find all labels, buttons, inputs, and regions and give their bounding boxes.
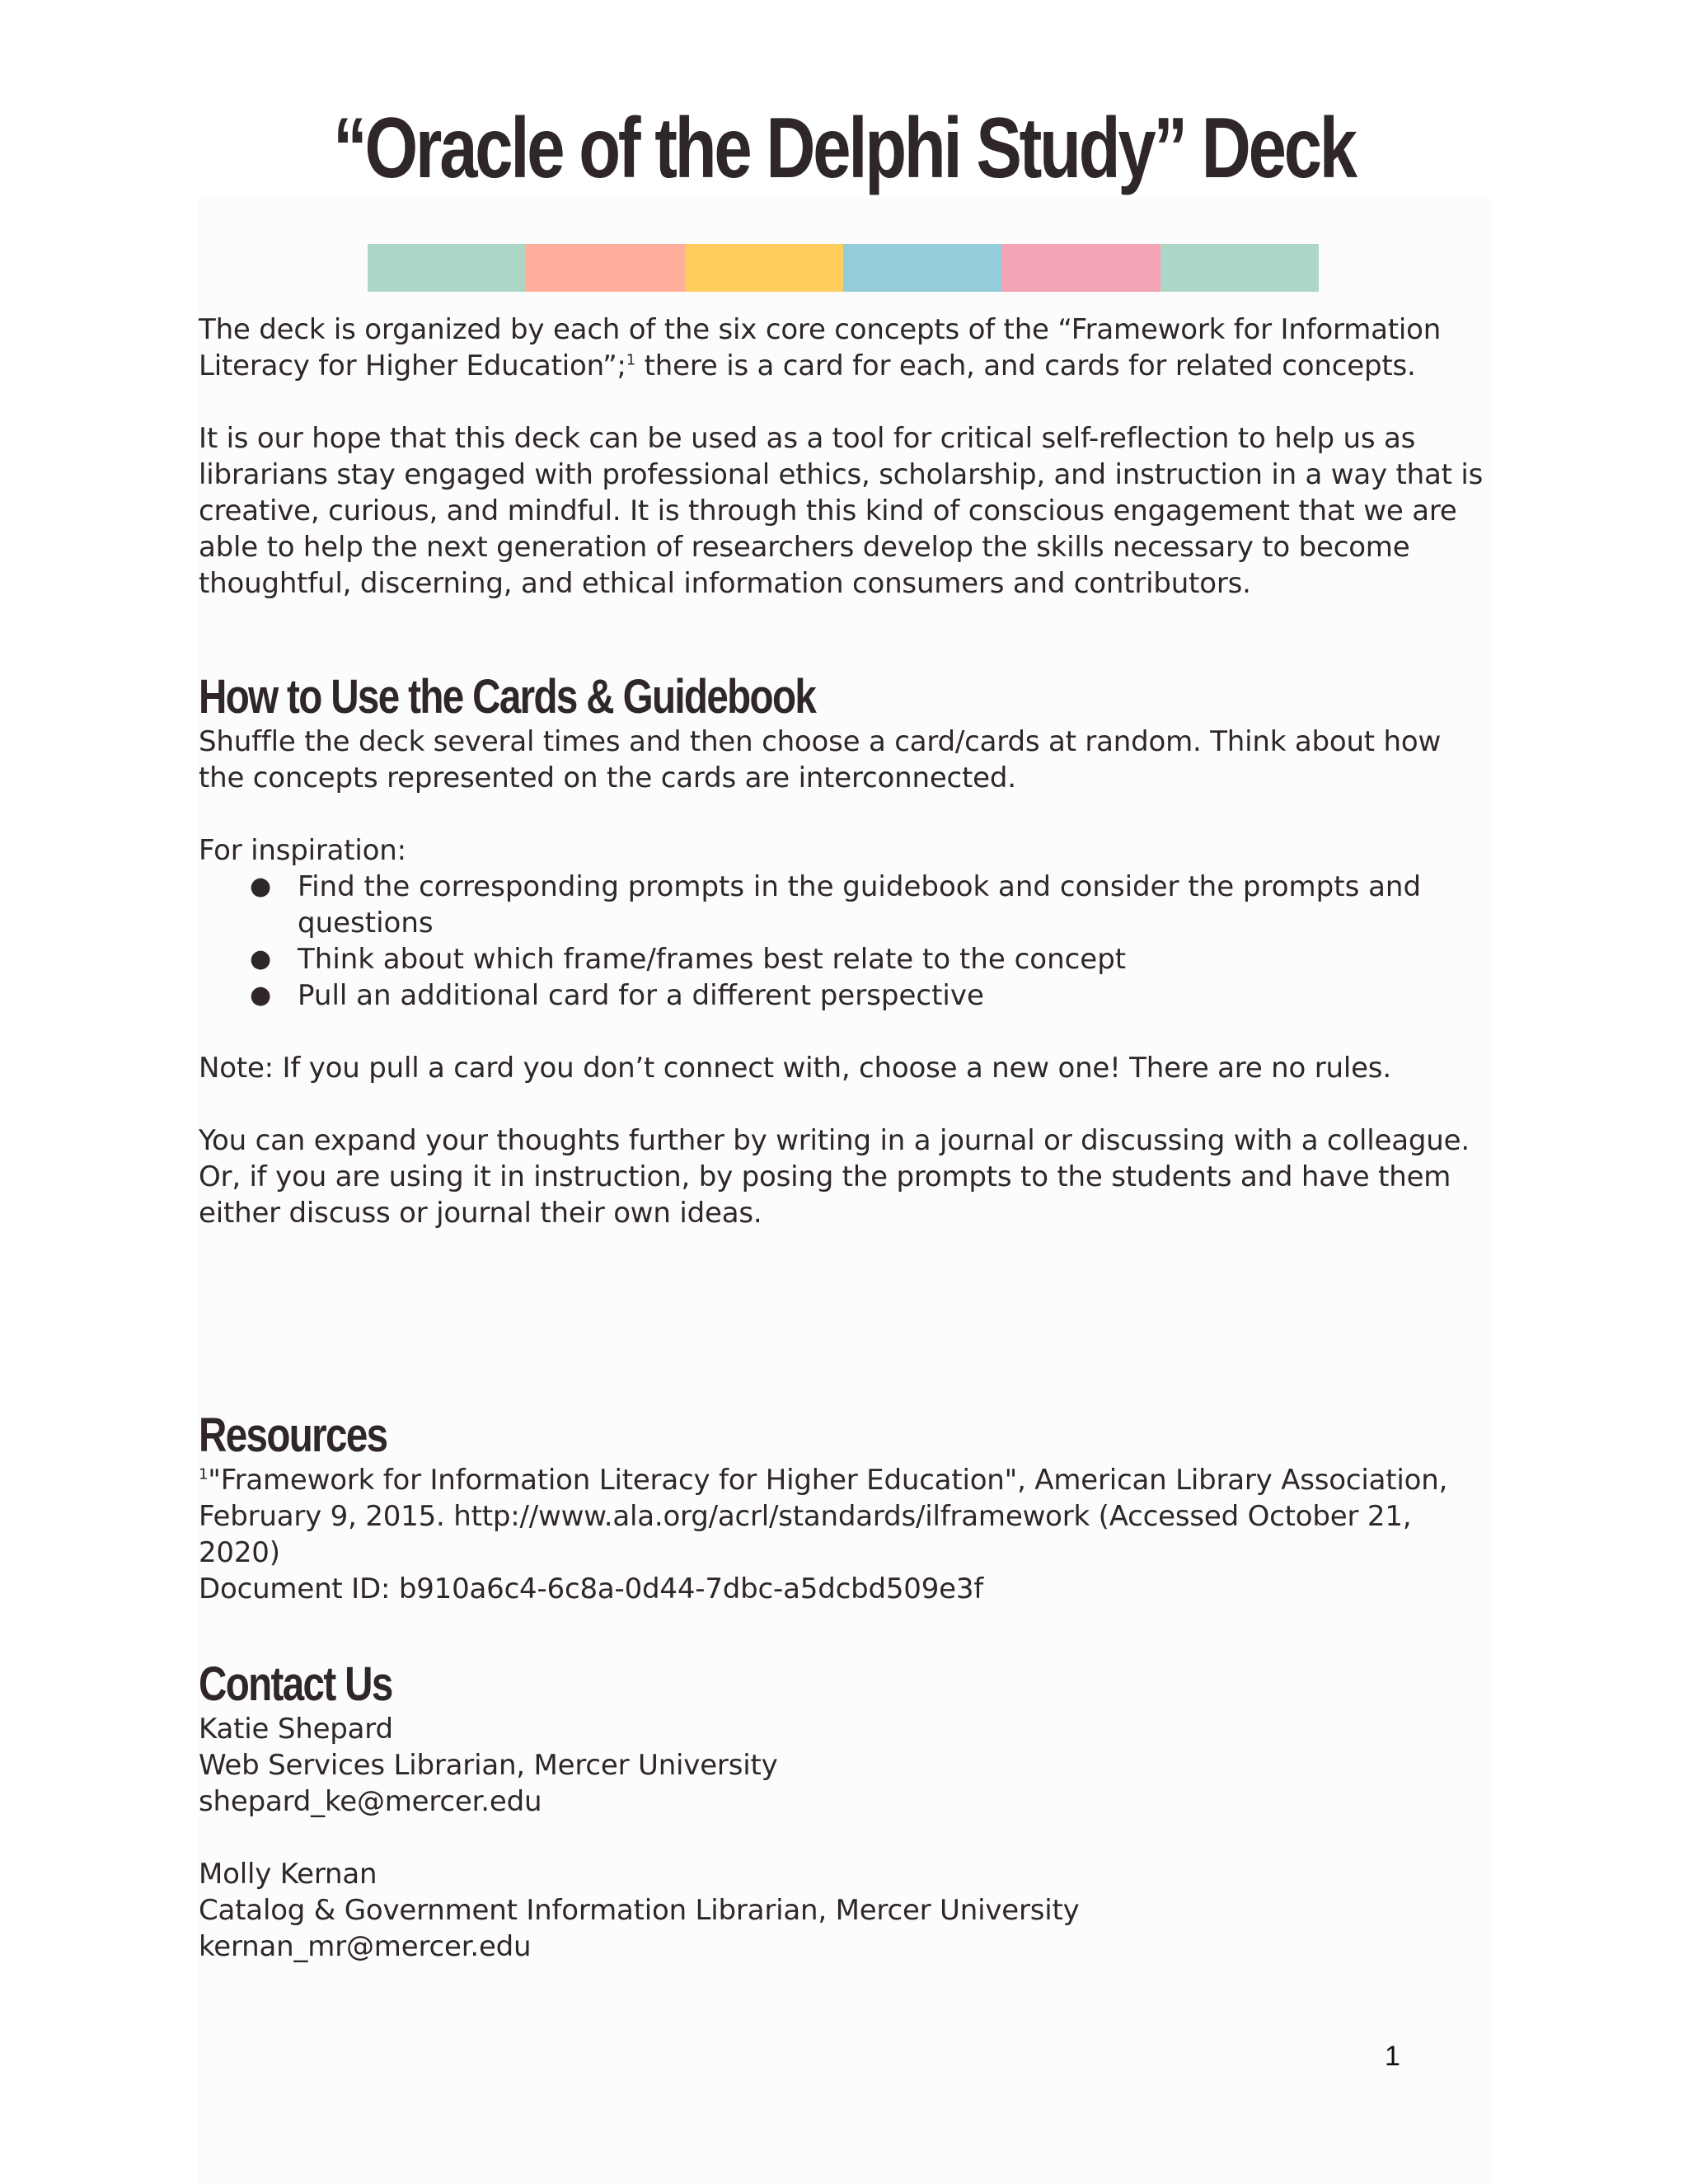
color-swatch [685, 244, 843, 292]
note-paragraph: Note: If you pull a card you don’t connect with, choose a new one! There are no rules. [199, 1052, 1391, 1085]
color-swatch [368, 244, 526, 292]
expand-paragraph: You can expand your thoughts further by writing in a journal or discussing with a colleague. Or, if you are using it in instruction, by posing the prompts to the students and have them either discuss or journal their own ideas. [199, 1124, 1470, 1230]
document-id: Document ID: b910a6c4-6c8a-0d44-7dbc-a5dcbd509e3f [199, 1572, 984, 1605]
intro-text-end: there is a card for each, and cards for related concepts. [635, 349, 1416, 382]
contact-role: Web Services Librarian, Mercer University [199, 1749, 778, 1782]
contact-heading: Contact Us [199, 1657, 392, 1711]
color-swatch [1001, 244, 1160, 292]
bullet-icon: ● [250, 872, 272, 901]
inspiration-label: For inspiration: [199, 834, 406, 867]
list-item-text: Find the corresponding prompts in the guidebook and consider the prompts and questions [298, 870, 1422, 940]
footnote-marker: 1 [626, 351, 636, 369]
citation-line: "Framework for Information Literacy for Higher Education", American Library Association, [208, 1464, 1448, 1497]
color-swatch [1160, 244, 1319, 292]
inspiration-list [199, 869, 1484, 1014]
color-stripe [368, 244, 1319, 292]
bullet-icon: ● [250, 944, 272, 973]
list-item-text: Think about which frame/frames best relate to the concept [298, 943, 1127, 976]
intro-text-start: The deck is organized by each of the six core concepts of the “Framework for Information Literacy for Higher Education”; [199, 313, 1442, 382]
bullet-icon: ● [250, 981, 272, 1010]
intro-paragraph [199, 312, 1484, 384]
how-to-heading: How to Use the Cards & Guidebook [199, 670, 816, 724]
contact-role: Catalog & Government Information Librarian, Mercer University [199, 1894, 1080, 1927]
document-title: “Oracle of the Delphi Study” Deck [333, 101, 1355, 196]
contact-email[interactable]: kernan_mr@mercer.edu [199, 1930, 532, 1963]
footnote-marker: 1 [199, 1465, 209, 1483]
main-content [199, 312, 1484, 1965]
list-item [199, 869, 1484, 941]
color-swatch [526, 244, 684, 292]
contact-email[interactable]: shepard_ke@mercer.edu [199, 1785, 542, 1818]
resources-heading: Resources [199, 1408, 387, 1462]
how-to-paragraph: Shuffle the deck several times and then choose a card/cards at random. Think about how the concepts represented on the cards are interconnected. [199, 725, 1442, 794]
contact-name: Molly Kernan [199, 1858, 377, 1891]
hope-paragraph: It is our hope that this deck can be used as a tool for critical self-reflection to help us as librarians stay engaged with professional ethics, scholarship, and instruction in a way that is creative, curious, and mindful. It is through this kind of conscious engagement that we are able to help the next generation of researchers develop the skills necessary to become thoughtful, discerning, and ethical information consumers and contributors. [199, 422, 1484, 600]
list-item [199, 941, 1484, 977]
color-swatch [843, 244, 1001, 292]
citation-line: February 9, 2015. http://www.ala.org/acrl/standards/ilframework (Accessed October 21, 2020) [199, 1500, 1412, 1569]
citation [199, 1462, 1484, 1571]
list-item [199, 977, 1484, 1014]
contact-name: Katie Shepard [199, 1713, 393, 1746]
list-item-text: Pull an additional card for a different perspective [298, 979, 984, 1012]
page-number: 1 [1385, 2041, 1400, 2072]
